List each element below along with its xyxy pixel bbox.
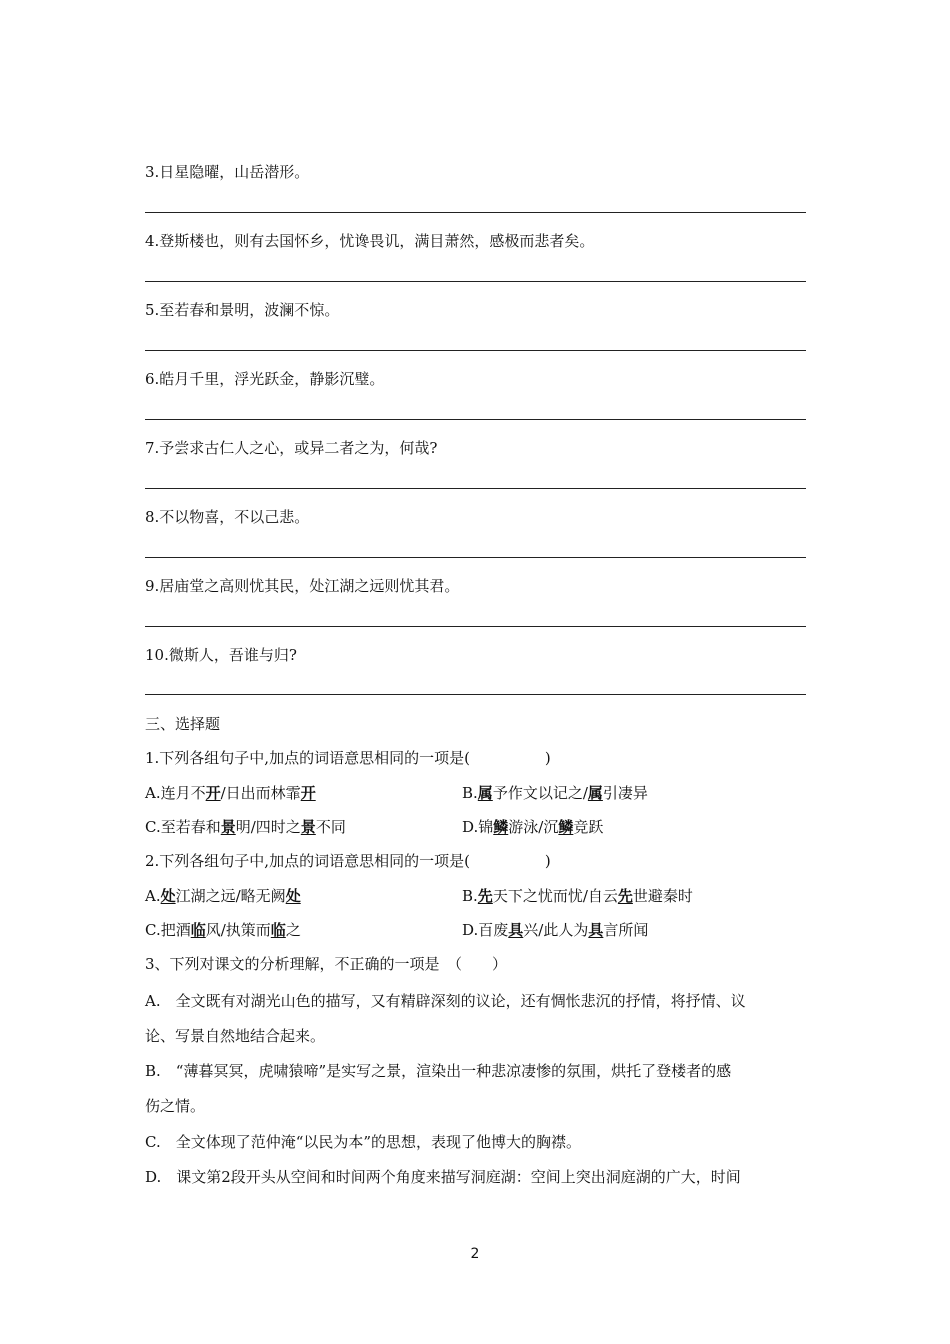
answer-line (145, 626, 806, 627)
question-2-option-c: C.把酒临风/执策而临之 (145, 921, 301, 939)
answer-line (145, 350, 806, 351)
translation-item-9: 9.居庙堂之高则忧其民，处江湖之远则忧其君。 (145, 577, 460, 595)
question-1-option-c: C.至若春和景明/四时之景不同 (145, 818, 346, 836)
question-2-option-a: A.处江湖之远/略无阙处 (145, 887, 301, 905)
question-2-stem: 2.下列各组句子中,加点的词语意思相同的一项是( ) (145, 852, 551, 870)
question-2-option-b: B.先天下之忧而忧/自云先世避秦时 (462, 887, 693, 905)
question-3-option-c: C. 全文体现了范仲淹“以民为本”的思想，表现了他博大的胸襟。 (145, 1133, 582, 1151)
section-title: 三、选择题 (145, 715, 221, 733)
question-3-option-b-line-2: 伤之情。 (145, 1097, 206, 1115)
question-3-option-b-line-1: B. “薄暮冥冥，虎啸猿啼”是实写之景，渲染出一种悲凉凄惨的氛围，烘托了登楼者的感 (145, 1062, 732, 1080)
translation-item-10: 10.微斯人，吾谁与归? (145, 646, 297, 664)
answer-line (145, 419, 806, 420)
translation-item-7: 7.予尝求古仁人之心，或异二者之为，何哉? (145, 439, 438, 457)
answer-line (145, 281, 806, 282)
question-3-option-a-line-1: A. 全文既有对湖光山色的描写，又有精辟深刻的议论，还有惆怅悲沉的抒情，将抒情、议 (145, 992, 746, 1010)
translation-item-3: 3.日星隐曜，山岳潜形。 (145, 163, 310, 181)
translation-item-5: 5.至若春和景明，波澜不惊。 (145, 301, 340, 319)
translation-item-8: 8.不以物喜，不以己悲。 (145, 508, 310, 526)
translation-item-6: 6.皓月千里，浮光跃金，静影沉璧。 (145, 370, 385, 388)
translation-item-4: 4.登斯楼也，则有去国怀乡，忧谗畏讥，满目萧然，感极而悲者矣。 (145, 232, 595, 250)
answer-line (145, 212, 806, 213)
question-3-stem: 3、下列对课文的分析理解，不正确的一项是 （ ） (145, 955, 508, 973)
question-3-option-a-line-2: 论、写景自然地结合起来。 (145, 1027, 326, 1045)
question-1-option-b: B.属予作文以记之/属引凄异 (462, 784, 648, 802)
answer-line (145, 694, 806, 695)
answer-line (145, 488, 806, 489)
question-3-option-d-line-1: D. 课文第2段开头从空间和时间两个角度来描写洞庭湖：空间上突出洞庭湖的广大，时间 (145, 1168, 741, 1186)
answer-line (145, 557, 806, 558)
question-1-option-d: D.锦鳞游泳/沉鳞竞跃 (462, 818, 604, 836)
question-1-option-a: A.连月不开/日出而林霏开 (145, 784, 316, 802)
page-number: 2 (470, 1246, 480, 1262)
question-2-option-d: D.百废具兴/此人为具言所闻 (462, 921, 649, 939)
question-1-stem: 1.下列各组句子中,加点的词语意思相同的一项是( ) (145, 749, 551, 767)
